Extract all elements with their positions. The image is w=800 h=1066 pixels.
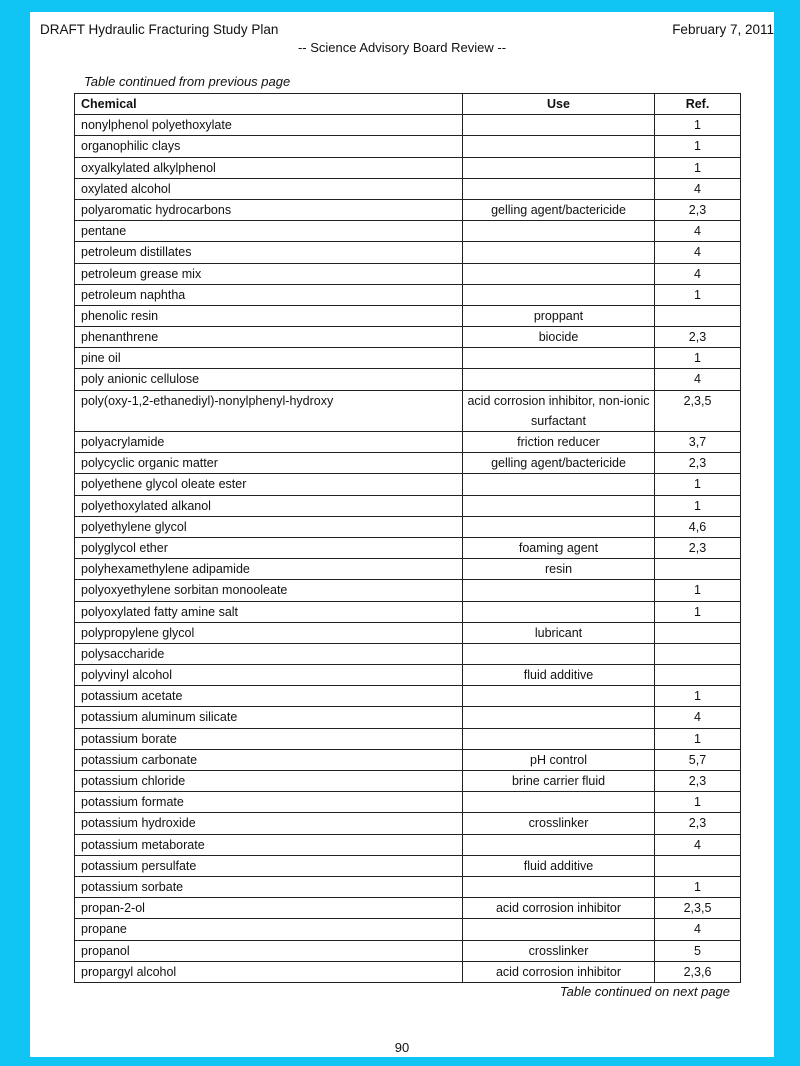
cell-chemical: potassium formate xyxy=(75,792,463,813)
cell-chemical: propanol xyxy=(75,940,463,961)
table-row xyxy=(75,580,741,601)
cell-ref: 2,3 xyxy=(655,327,741,348)
table-row xyxy=(75,940,741,961)
cell-ref: 4 xyxy=(655,263,741,284)
cell-use: biocide xyxy=(463,327,655,348)
cell-use xyxy=(463,707,655,728)
document-page xyxy=(30,12,774,1057)
cell-ref: 1 xyxy=(655,601,741,622)
cell-chemical: polyhexamethylene adipamide xyxy=(75,559,463,580)
cell-use xyxy=(463,919,655,940)
cell-chemical: polyethene glycol oleate ester xyxy=(75,474,463,495)
cell-ref: 2,3 xyxy=(655,199,741,220)
table-row xyxy=(75,516,741,537)
cell-ref: 1 xyxy=(655,580,741,601)
cell-chemical: polycyclic organic matter xyxy=(75,453,463,474)
cell-ref: 1 xyxy=(655,157,741,178)
cell-chemical: polyvinyl alcohol xyxy=(75,665,463,686)
cell-chemical: pine oil xyxy=(75,348,463,369)
cell-chemical: potassium aluminum silicate xyxy=(75,707,463,728)
cell-chemical: potassium chloride xyxy=(75,771,463,792)
cell-chemical: polyoxyethylene sorbitan monooleate xyxy=(75,580,463,601)
cell-use: resin xyxy=(463,559,655,580)
table-row xyxy=(75,537,741,558)
cell-ref: 4 xyxy=(655,242,741,263)
cell-use xyxy=(463,178,655,199)
cell-ref: 2,3,5 xyxy=(655,390,741,431)
table-row xyxy=(75,876,741,897)
cell-chemical: poly anionic cellulose xyxy=(75,369,463,390)
cell-ref: 1 xyxy=(655,728,741,749)
table-row xyxy=(75,390,741,431)
cell-chemical: poly(oxy-1,2-ethanediyl)-nonylphenyl-hydroxy xyxy=(75,390,463,431)
cell-ref: 1 xyxy=(655,474,741,495)
cell-ref xyxy=(655,559,741,580)
table-row xyxy=(75,369,741,390)
cell-ref: 1 xyxy=(655,136,741,157)
table-row xyxy=(75,221,741,242)
cell-chemical: phenanthrene xyxy=(75,327,463,348)
table-continued-to-note: Table continued on next page xyxy=(559,984,730,999)
document-date: February 7, 2011 xyxy=(672,22,774,37)
cell-chemical: potassium carbonate xyxy=(75,749,463,770)
cell-chemical: pentane xyxy=(75,221,463,242)
cell-ref: 2,3 xyxy=(655,453,741,474)
table-row xyxy=(75,813,741,834)
cell-ref: 2,3 xyxy=(655,771,741,792)
cell-use xyxy=(463,643,655,664)
cell-ref: 2,3 xyxy=(655,537,741,558)
cell-ref: 4 xyxy=(655,221,741,242)
column-header-chemical: Chemical xyxy=(75,94,463,115)
cell-ref: 2,3,6 xyxy=(655,961,741,982)
cell-chemical: organophilic clays xyxy=(75,136,463,157)
cell-use xyxy=(463,221,655,242)
cell-use xyxy=(463,348,655,369)
cell-use: acid corrosion inhibitor xyxy=(463,961,655,982)
cell-chemical: potassium hydroxide xyxy=(75,813,463,834)
cell-chemical: propane xyxy=(75,919,463,940)
table-row xyxy=(75,348,741,369)
cell-use xyxy=(463,369,655,390)
table-row xyxy=(75,792,741,813)
table-row xyxy=(75,199,741,220)
table-continued-from-note: Table continued from previous page xyxy=(84,74,291,89)
cell-chemical: polyethylene glycol xyxy=(75,516,463,537)
cell-use: lubricant xyxy=(463,622,655,643)
cell-ref: 1 xyxy=(655,495,741,516)
table-row xyxy=(75,686,741,707)
table-row xyxy=(75,961,741,982)
table-row xyxy=(75,665,741,686)
table-row xyxy=(75,432,741,453)
table-row xyxy=(75,474,741,495)
cell-chemical: petroleum distillates xyxy=(75,242,463,263)
table-row xyxy=(75,327,741,348)
cell-use: brine carrier fluid xyxy=(463,771,655,792)
cell-chemical: oxylated alcohol xyxy=(75,178,463,199)
cell-chemical: polyaromatic hydrocarbons xyxy=(75,199,463,220)
cell-ref: 4,6 xyxy=(655,516,741,537)
table-row xyxy=(75,284,741,305)
table-row xyxy=(75,453,741,474)
cell-use xyxy=(463,686,655,707)
column-header-ref: Ref. xyxy=(655,94,741,115)
cell-chemical: potassium borate xyxy=(75,728,463,749)
cell-use: proppant xyxy=(463,305,655,326)
cell-chemical: oxyalkylated alkylphenol xyxy=(75,157,463,178)
table-row xyxy=(75,834,741,855)
cell-chemical: propan-2-ol xyxy=(75,898,463,919)
cell-chemical: polypropylene glycol xyxy=(75,622,463,643)
cell-use: crosslinker xyxy=(463,813,655,834)
page-number: 90 xyxy=(394,1040,410,1055)
document-subtitle: -- Science Advisory Board Review -- xyxy=(297,40,507,55)
cell-use: friction reducer xyxy=(463,432,655,453)
cell-chemical: polyoxylated fatty amine salt xyxy=(75,601,463,622)
cell-ref: 4 xyxy=(655,834,741,855)
table-row xyxy=(75,898,741,919)
table-row xyxy=(75,643,741,664)
cell-use xyxy=(463,580,655,601)
cell-ref: 4 xyxy=(655,919,741,940)
cell-ref: 4 xyxy=(655,178,741,199)
cell-chemical: polysaccharide xyxy=(75,643,463,664)
cell-use: crosslinker xyxy=(463,940,655,961)
cell-use xyxy=(463,284,655,305)
table-row xyxy=(75,771,741,792)
cell-ref: 1 xyxy=(655,348,741,369)
cell-use xyxy=(463,516,655,537)
cell-chemical: polyethoxylated alkanol xyxy=(75,495,463,516)
table-row xyxy=(75,728,741,749)
cell-use xyxy=(463,242,655,263)
cell-use: foaming agent xyxy=(463,537,655,558)
cell-use xyxy=(463,601,655,622)
cell-ref: 2,3,5 xyxy=(655,898,741,919)
cell-use xyxy=(463,792,655,813)
document-title: DRAFT Hydraulic Fracturing Study Plan xyxy=(40,22,279,37)
cell-use xyxy=(463,474,655,495)
cell-chemical: petroleum naphtha xyxy=(75,284,463,305)
cell-use: gelling agent/bactericide xyxy=(463,199,655,220)
cell-ref: 2,3 xyxy=(655,813,741,834)
cell-ref: 1 xyxy=(655,686,741,707)
cell-chemical: polyacrylamide xyxy=(75,432,463,453)
cell-use xyxy=(463,136,655,157)
cell-use xyxy=(463,495,655,516)
cell-use xyxy=(463,263,655,284)
table-row xyxy=(75,622,741,643)
cell-ref: 5,7 xyxy=(655,749,741,770)
cell-use: pH control xyxy=(463,749,655,770)
table-row xyxy=(75,136,741,157)
cell-ref xyxy=(655,643,741,664)
cell-ref: 4 xyxy=(655,369,741,390)
cell-use xyxy=(463,876,655,897)
cell-ref: 4 xyxy=(655,707,741,728)
cell-ref: 3,7 xyxy=(655,432,741,453)
cell-use: acid corrosion inhibitor xyxy=(463,898,655,919)
cell-chemical: propargyl alcohol xyxy=(75,961,463,982)
cell-chemical: potassium metaborate xyxy=(75,834,463,855)
cell-ref xyxy=(655,665,741,686)
table-row xyxy=(75,749,741,770)
cell-chemical: potassium acetate xyxy=(75,686,463,707)
table-row xyxy=(75,305,741,326)
cell-ref xyxy=(655,855,741,876)
cell-ref: 1 xyxy=(655,115,741,136)
table-row xyxy=(75,855,741,876)
cell-use: gelling agent/bactericide xyxy=(463,453,655,474)
column-header-use: Use xyxy=(463,94,655,115)
cell-chemical: potassium sorbate xyxy=(75,876,463,897)
cell-ref: 1 xyxy=(655,792,741,813)
cell-ref: 1 xyxy=(655,876,741,897)
cell-chemical: phenolic resin xyxy=(75,305,463,326)
cell-use xyxy=(463,834,655,855)
cell-use xyxy=(463,728,655,749)
cell-use xyxy=(463,157,655,178)
cell-use: fluid additive xyxy=(463,665,655,686)
cell-ref xyxy=(655,622,741,643)
table-row xyxy=(75,178,741,199)
table-row xyxy=(75,559,741,580)
table-row xyxy=(75,242,741,263)
cell-chemical: polyglycol ether xyxy=(75,537,463,558)
cell-ref xyxy=(655,305,741,326)
table-row xyxy=(75,919,741,940)
table-row xyxy=(75,707,741,728)
cell-use: acid corrosion inhibitor, non-ionic surfactant xyxy=(463,390,655,431)
table-header-row xyxy=(75,94,741,115)
cell-ref: 1 xyxy=(655,284,741,305)
table-row xyxy=(75,115,741,136)
cell-chemical: nonylphenol polyethoxylate xyxy=(75,115,463,136)
cell-chemical: potassium persulfate xyxy=(75,855,463,876)
chemicals-table xyxy=(74,93,741,983)
table-row xyxy=(75,601,741,622)
cell-chemical: petroleum grease mix xyxy=(75,263,463,284)
cell-ref: 5 xyxy=(655,940,741,961)
table-row xyxy=(75,263,741,284)
table-row xyxy=(75,157,741,178)
table-row xyxy=(75,495,741,516)
cell-use: fluid additive xyxy=(463,855,655,876)
cell-use xyxy=(463,115,655,136)
